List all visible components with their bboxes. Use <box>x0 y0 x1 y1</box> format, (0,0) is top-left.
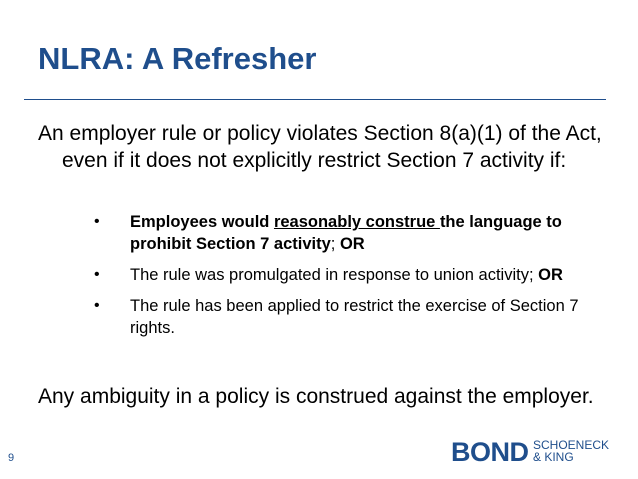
bullet-icon: • <box>94 297 100 314</box>
page-number: 9 <box>8 452 15 464</box>
bullet-icon: • <box>94 213 100 230</box>
closing-paragraph: Any ambiguity in a policy is construed against the employer. <box>38 385 594 408</box>
bullet-1-text-start: Employees would <box>130 213 274 231</box>
bullet-3-text: The rule has been applied to restrict the exercise of Section 7 rights. <box>130 297 579 337</box>
bond-schoeneck-king-logo <box>451 436 621 468</box>
bullet-icon: • <box>94 266 100 283</box>
logo-word-schoeneck: SCHOENECK <box>533 438 610 452</box>
list-item <box>86 264 606 286</box>
condition-list <box>86 211 606 348</box>
bullet-1-separator: ; <box>330 235 340 253</box>
title-divider <box>24 99 606 100</box>
bullet-1-text-mid: the language to prohibit Section 7 activity <box>130 213 562 253</box>
logo-word-bond: BOND <box>451 437 529 467</box>
bullet-2-text: The rule was promulgated in response to union activity; <box>130 266 539 284</box>
bullet-1-underlined: reasonably construe <box>273 213 440 231</box>
bullet-2-or: OR <box>538 266 563 284</box>
list-item <box>86 211 606 255</box>
slide-title: NLRA: A Refresher <box>38 41 317 76</box>
bullet-1-or: OR <box>339 235 365 253</box>
list-item <box>86 295 606 339</box>
logo-word-king: & KING <box>533 450 574 464</box>
intro-paragraph: An employer rule or policy violates Section 8(a)(1) of the Act, even if it does not explicitly restrict Section 7 activity if: <box>38 122 602 172</box>
